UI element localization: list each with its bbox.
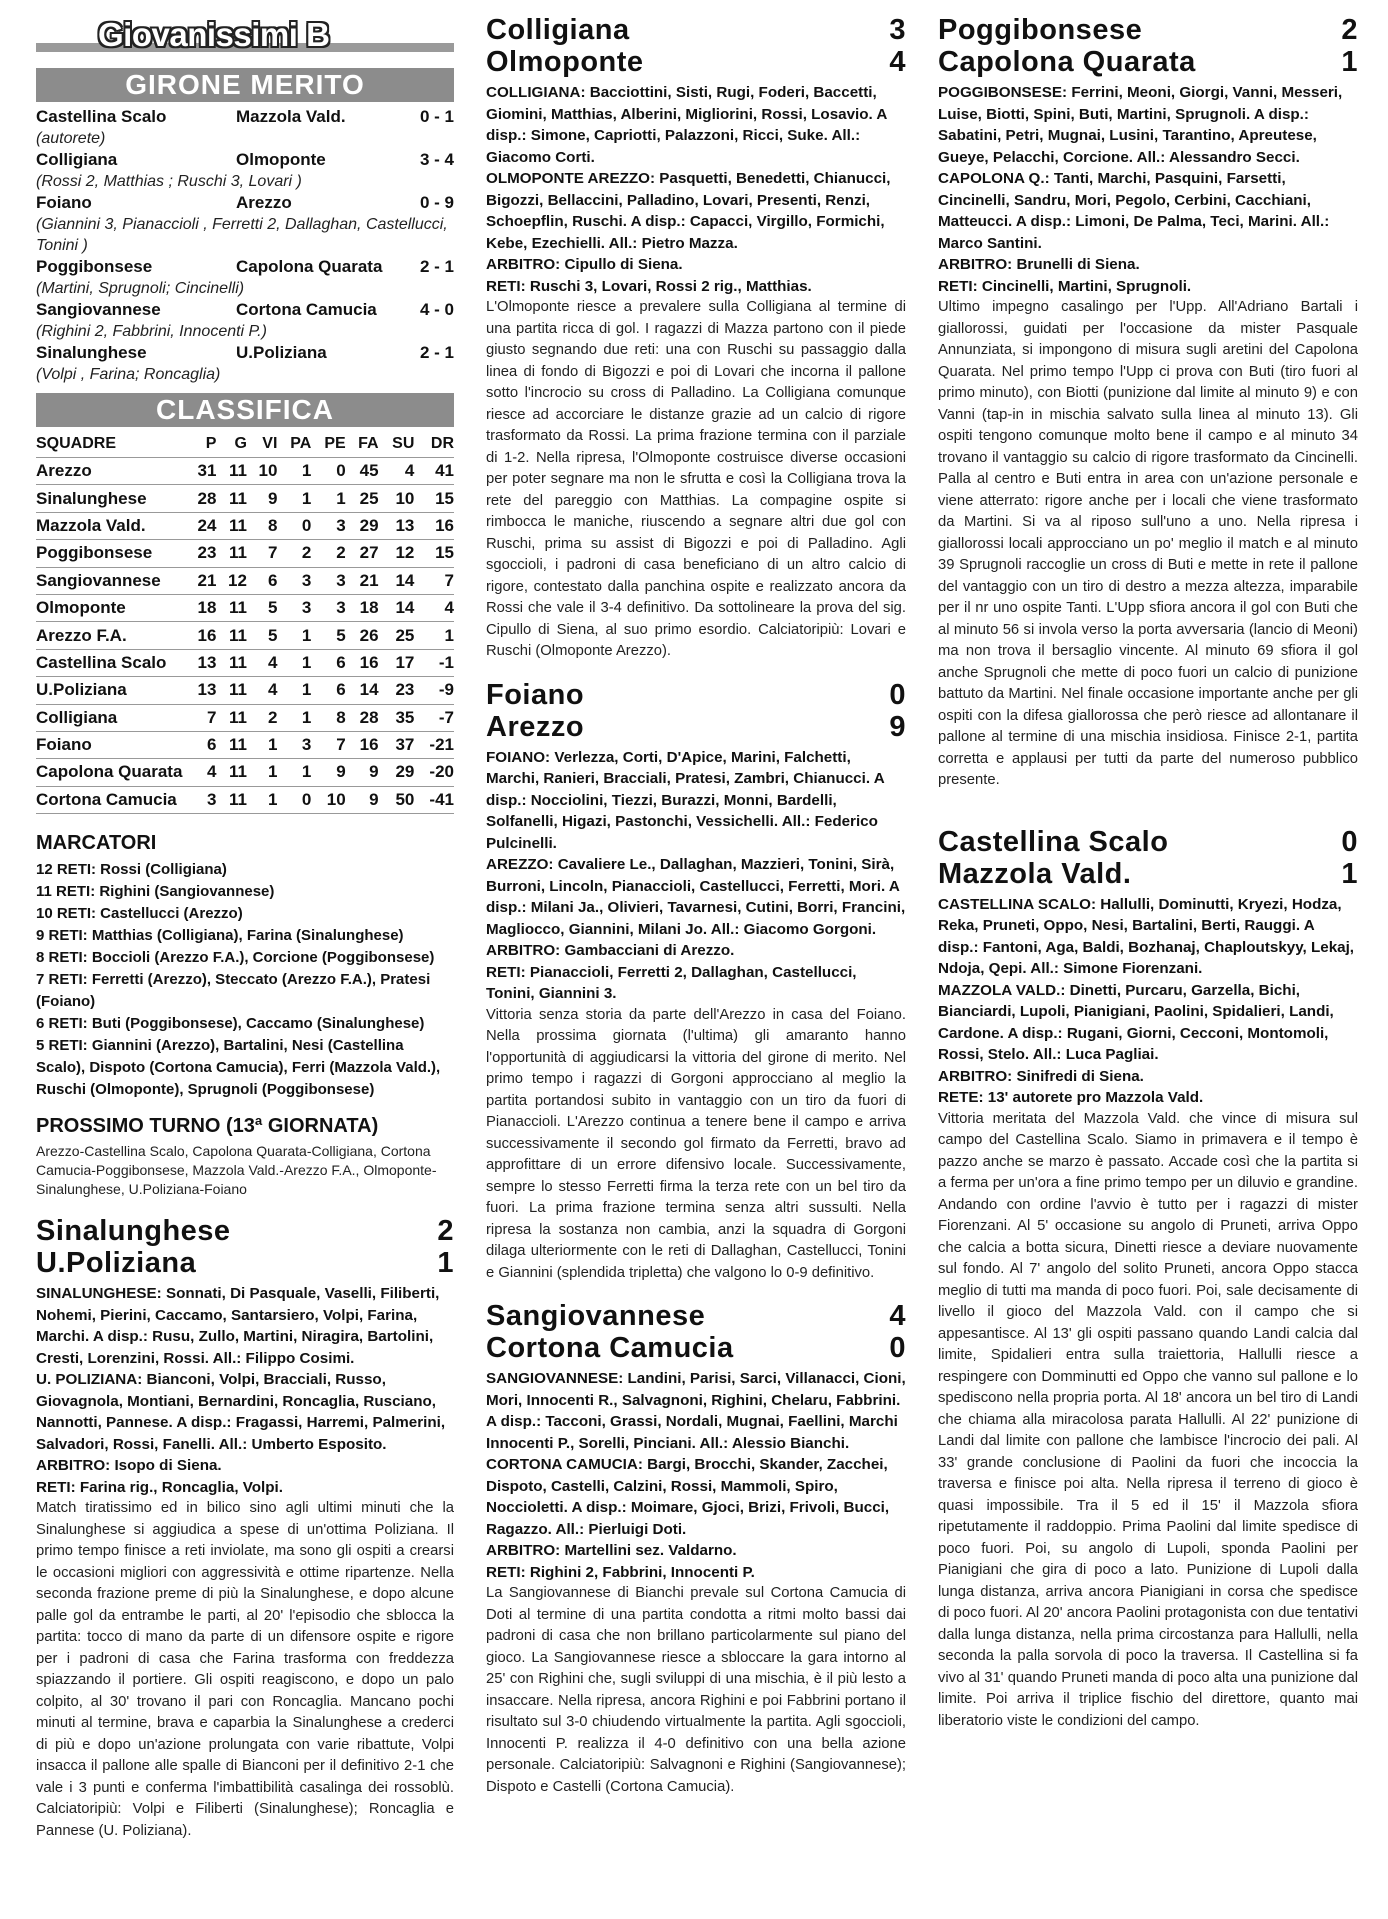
result-home: Sangiovannese: [36, 300, 161, 319]
stat-cell: 18: [346, 594, 379, 621]
table-row: [36, 458, 454, 485]
headline-home-row: [36, 1215, 454, 1247]
scorer-line: 9 RETI: Matthias (Colligiana), Farina (Sinalunghese): [36, 927, 404, 945]
result-score: 3 - 4: [419, 150, 454, 169]
standings-col-header: P: [205, 435, 217, 452]
result-row: [36, 256, 454, 278]
stat-cell: 4: [247, 677, 277, 704]
lineup-text: RETI: Cincinelli, Martini, Sprugnoli.: [938, 277, 1192, 295]
stat-cell: 11: [216, 512, 246, 539]
result-row: [36, 299, 454, 321]
away-team: Capolona Quarata: [938, 46, 1196, 78]
lineup-text: CASTELLINA SCALO: Hallulli, Dominutti, Kryezi, Hodza, Reka, Pruneti, Oppo, Nesi, Bartalini, Berti, Rauggi. A disp.: Fantoni, Aga, Baldi, Bozhanaj, Chaploutskyy, Lekaj, Ndoja, Qepi. All.: Simone Fiorenzani.: [938, 895, 1355, 977]
home-team: Poggibonsese: [938, 14, 1143, 46]
column-middle: [486, 14, 906, 1798]
result-score: 0 - 9: [419, 193, 454, 212]
match-headline: [938, 14, 1358, 78]
stat-cell: 26: [346, 622, 379, 649]
lineup-text: MAZZOLA VALD.: Dinetti, Purcaru, Garzella, Bichi, Bianciardi, Lupoli, Pianigiani, Paolini, Spidalieri, Landi, Cardone. A disp.: Rugani, Giorni, Cecconi, Montomoli, Rossi, Stelo. All.: Luca Pagliai.: [938, 981, 1334, 1063]
stat-cell: 11: [216, 677, 246, 704]
table-row: [36, 731, 454, 758]
stat-cell: 11: [216, 731, 246, 758]
team-name: Olmoponte: [36, 594, 186, 621]
lineup-text: SANGIOVANNESE: Landini, Parisi, Sarci, Villanacci, Cioni, Mori, Innocenti R., Salvagnoni, Righini, Chelaru, Fabbrini. A disp.: Tacconi, Grassi, Nordali, Mugnai, Faellini, Marchi Innocenti P., Sorelli, Pinciani. All.: Alessio Bianchi.: [486, 1370, 906, 1452]
classifica-header: CLASSIFICA: [36, 393, 454, 427]
stat-cell: 12: [379, 540, 415, 567]
headline-home-row: [486, 1300, 906, 1332]
stat-cell: 7: [414, 567, 454, 594]
stat-cell: 3: [277, 567, 311, 594]
team-name: Sinalunghese: [36, 485, 186, 512]
stat-cell: 15: [414, 540, 454, 567]
team-name: Mazzola Vald.: [36, 512, 186, 539]
lineup-text: ARBITRO: Gambacciani di Arezzo.: [486, 942, 735, 959]
result-home: Castellina Scalo: [36, 107, 167, 126]
scorer-line: 7 RETI: Ferretti (Arezzo), Steccato (Arezzo F.A.), Pratesi (Foiano): [36, 971, 431, 1011]
stat-cell: 5: [247, 622, 277, 649]
stat-cell: 41: [414, 458, 454, 485]
stat-cell: 9: [346, 759, 379, 786]
stat-cell: -41: [414, 786, 454, 813]
home-team: Sinalunghese: [36, 1215, 231, 1248]
stat-cell: 45: [346, 458, 379, 485]
result-scorers: (Rossi 2, Matthias ; Ruschi 3, Lovari ): [36, 173, 302, 190]
home-team: Castellina Scalo: [938, 825, 1169, 858]
stat-cell: 11: [216, 540, 246, 567]
away-score: 1: [1341, 46, 1358, 78]
stat-cell: 23: [379, 677, 415, 704]
stat-cell: 4: [414, 594, 454, 621]
team-name: Arezzo F.A.: [36, 622, 186, 649]
headline-home-row: [486, 14, 906, 46]
report-body: La Sangiovannese di Bianchi prevale sul Cortona Camucia di Doti al termine di una partita condotta a ritmi molto bassi dai padroni di casa che non brillano particolarmente sul piano del gioco. La Sangiovannese riesce a sbloccare la gara intorno al 25' con Righini che, sugli sviluppi di una mischia, è il più lesto a insaccare. Nella ripresa, ancora Righini e poi Fabbrini portano il risultato sul 3-0 chiudendo virtualmente la partita. Agli sgoccioli, Innocenti P. realizza il 4-0 definitivo con una bella azione personale. Calciatoripiù: Salvagnoni e Righini (Sangiovannese); Dispoto e Castelli (Cortona Camucia).: [486, 1585, 906, 1795]
match-headline: [486, 679, 906, 743]
stat-cell: 9: [346, 786, 379, 813]
result-home: Sinalunghese: [36, 343, 147, 362]
stat-cell: 37: [379, 731, 415, 758]
home-score: 2: [1341, 14, 1358, 46]
result-score: 2 - 1: [419, 343, 454, 362]
stat-cell: 12: [216, 567, 246, 594]
lineup-text: FOIANO: Verlezza, Corti, D'Apice, Marini, Falchetti, Marchi, Ranieri, Bracciali, Pratesi, Zambri, Chianucci. A disp.: Nocciolini, Tiezzi, Burazzi, Monni, Bardelli, Solfanelli, Higazi, Pastonchi, Vessichelli. All.: Federico Pulcinelli.: [486, 748, 885, 852]
stat-cell: 16: [346, 731, 379, 758]
stat-cell: -1: [414, 649, 454, 676]
stat-cell: 1: [277, 677, 311, 704]
team-name: Capolona Quarata: [36, 759, 186, 786]
headline-away-row: [486, 1332, 906, 1364]
team-name: Colligiana: [36, 704, 186, 731]
away-team: U.Poliziana: [36, 1247, 197, 1280]
stat-cell: 28: [346, 704, 379, 731]
table-row: [36, 759, 454, 786]
team-name: U.Poliziana: [36, 677, 186, 704]
stat-cell: 29: [346, 512, 379, 539]
stat-cell: 11: [216, 759, 246, 786]
stat-cell: 1: [277, 759, 311, 786]
headline-home-row: [938, 826, 1358, 858]
scorer-line: 11 RETI: Righini (Sangiovannese): [36, 883, 275, 901]
stat-cell: 0: [277, 786, 311, 813]
scorer-line: 12 RETI: Rossi (Colligiana): [36, 861, 227, 879]
stat-cell: 4: [247, 649, 277, 676]
stat-cell: 6: [311, 677, 345, 704]
stat-cell: 5: [311, 622, 345, 649]
report-body: Match tiratissimo ed in bilico sino agli ultimi minuti che la Sinalunghese si aggiudica a spese di un'ottima Poliziana. Il primo tempo finisce a reti inviolate, ma sono gli ospiti a crearsi le occasioni migliori con aggressività e ottime ripartenze. Nella seconda frazione preme di più la Sinalunghese, e dopo alcune palle gol da entrambe le parti, al 20' l'episodio che sblocca la partita: tocco di mano da parte di un difensore ospite e rigore per i padroni di casa che Farina trasforma con freddezza spiazzando il portiere. Gli ospiti reagiscono, e dopo un palo colpito, al 30' trovano il pari con Roncaglia. Mancano pochi minuti al termine, brava e caparbia la Sinalunghese a crederci di più e dopo un'azione prolungata con varie ribattute, Volpi insacca il pallone alle spalle di Bianconi per il definitivo 2-1 che vale i 3 punti e conferma l'imbattibilità casalinga dei rossoblù. Calciatoripiù: Volpi e Filiberti (Sinalunghese); Roncaglia e Pannese (U. Poliziana).: [36, 1500, 454, 1839]
team-name: Arezzo: [36, 458, 186, 485]
result-away: Cortona Camucia: [236, 300, 377, 319]
stat-cell: 1: [277, 649, 311, 676]
home-score: 0: [889, 678, 906, 711]
result-row: [36, 106, 454, 128]
result-scorers: (Giannini 3, Pianaccioli , Ferretti 2, Dallaghan, Castellucci, Tonini ): [36, 216, 448, 254]
stat-cell: 10: [247, 458, 277, 485]
table-row: [36, 540, 454, 567]
column-right: [938, 14, 1358, 1732]
match-headline: [486, 14, 906, 78]
match-headline: [938, 826, 1358, 890]
stat-cell: 18: [186, 594, 216, 621]
lineup-text: ARBITRO: Martellini sez. Valdarno.: [486, 1542, 737, 1559]
stat-cell: 21: [186, 567, 216, 594]
masthead-title: Giovanissimi B: [98, 16, 330, 53]
stat-cell: 9: [247, 485, 277, 512]
stat-cell: 1: [247, 759, 277, 786]
lineup-text: RETI: Pianaccioli, Ferretti 2, Dallaghan, Castellucci, Tonini, Giannini 3.: [486, 963, 857, 1002]
scorer-line: 5 RETI: Giannini (Arezzo), Bartalini, Nesi (Castellina Scalo), Dispoto (Cortona Camucia), Ferri (Mazzola Vald.), Ruschi (Olmoponte), Sprugnoli (Poggibonsese): [36, 1037, 441, 1099]
home-score: 4: [889, 1300, 906, 1332]
stat-cell: 21: [346, 567, 379, 594]
stat-cell: 10: [311, 786, 345, 813]
stat-cell: 3: [277, 594, 311, 621]
lineup-text: AREZZO: Cavaliere Le., Dallaghan, Mazzieri, Tonini, Sirà, Burroni, Lincoln, Pianaccioli, Castellucci, Ferretti, Mori. A disp.: Milani Ja., Olivieri, Tavarnesi, Cutini, Borri, Francini, Magliocco, Giannini, Milani Jo. All.: Giacomo Gorgoni.: [486, 856, 906, 938]
match-foiano: [486, 679, 906, 1285]
stat-cell: 7: [247, 540, 277, 567]
home-score: 0: [1341, 825, 1358, 858]
stat-cell: 3: [311, 594, 345, 621]
report-body: Vittoria meritata del Mazzola Vald. che vince di misura sul campo del Castellina Scalo. Siamo in primavera e il tempo è pazzo anche se marzo è passato. Accade così che la partita si a ferma per un'ora a fine primo tempo per un diluvio e grandine. Andando con ordine l'avvio è tutto per i ragazzi di mister Fiorenzani. Al 5' occasione su angolo di Pruneti, arriva Oppo che calcia a botta sicura, Dinetti riesce a deviare nuovamente sul fondo. Al 7' angolo del solito Pruneti, ancora Oppo stacca meglio di tutti ma manda di poco fuori. Poi, sale decisamente di livello il gioco del Mazzola Vald. con il campo che si appesantisce. Al 13' gli ospiti passano quando Landi calcia dal limite, Spidalieri entra sulla traiettoria, Hallulli riesce a respingere con Domminutti ed Oppo che vanno sul pallone e lo spediscono nella propria porta. Al 18' ancora un bel tiro di Landi che chiama alla miracolosa parata Hallulli. Al 22' punizione di Landi dal limite con pallone che lambisce l'incrocio dei pali. Al 33' grande conclusione di Paolini da fuori che incoccia la traversa e finisce poi alta. Nella ripresa il terreno di gioco è quasi impossibile. Tra il 5 ed il 15' il Mazzola sfiora ripetutamente il raddoppio. Prima Paolini dal limite spedisce di poco fuori. Poi, su angolo di Lupoli, sponda Paolini per Pianigiani che gira di poco a lato. Punizione di Lupoli dalla lunga distanza, arriva ancora Pianigiani in corsa che spedisce di poco fuori. Al 20' ancora Paolini protagonista con due tentativi dalla lunga distanza, nella prima circostanza para Hallulli, nella seconda la palla sorvola di poco la traversa. Il Castellina si fa vivo al 31' quando Pruneti manda di poco alta una punizione dal limite. Poi arriva il triplice fischio del direttore, quanto mai liberatorio viste le condizioni del campo.: [938, 1110, 1358, 1729]
result-away: Capolona Quarata: [236, 257, 383, 276]
stat-cell: 4: [186, 759, 216, 786]
stat-cell: 8: [247, 512, 277, 539]
stat-cell: 6: [311, 649, 345, 676]
headline-away-row: [36, 1247, 454, 1279]
away-team: Mazzola Vald.: [938, 857, 1132, 890]
lineup-text: RETI: Righini 2, Fabbrini, Innocenti P.: [486, 1563, 755, 1581]
standings-col-header: G: [234, 435, 247, 452]
stat-cell: 1: [311, 485, 345, 512]
match-colligiana: [486, 14, 906, 663]
result-row: [36, 149, 454, 171]
lineup-text: ARBITRO: Sinifredi di Siena.: [938, 1067, 1144, 1085]
lineup-text: POGGIBONSESE: Ferrini, Meoni, Giorgi, Vanni, Messeri, Luise, Biotti, Spini, Buti, Martini, Sprugnoli. A disp.: Sabatini, Petri, Mugnai, Lusini, Tarantino, Apreutese, Gueye, Pelacchi, Corcione. All.: Alessandro Secci.: [938, 84, 1343, 166]
stat-cell: 13: [379, 512, 415, 539]
stat-cell: 16: [346, 649, 379, 676]
match-poggibonsese: [938, 14, 1358, 792]
report-body: Vittoria senza storia da parte dell'Arezzo in casa del Foiano. Nella prossima giornata (l'ultima) gli amaranto hanno l'opportunità di aggiudicarsi la vittoria del girone di merito. Nel primo tempo i ragazzi di Gorgoni approcciano al meglio la partita portandosi subito in vantaggio con un tiro da fuori di Pianaccioli. L'Arezzo continua a tenere bene il campo e arriva successivamente il secondo gol firmato da Ferretti, bravo ad approfittare di un errore difensivo locale. Successivamente, sempre lo stesso Ferretti firma la terza rete con un bel tiro da fuori. La prima frazione termina senza altri sussulti. Nella ripresa la sostanza non cambia, anzi la squadra di Gorgoni dilaga ulteriormente con le reti di Dallaghan, Castellucci, Tonini e Giannini (splendida tripletta) che valgono lo 0-9 definitivo.: [486, 1006, 906, 1281]
stat-cell: 2: [277, 540, 311, 567]
column-left: [36, 14, 454, 1842]
stat-cell: 11: [216, 458, 246, 485]
stat-cell: 25: [346, 485, 379, 512]
headline-home-row: [486, 679, 906, 711]
away-score: 1: [1341, 857, 1358, 890]
report-body: L'Olmoponte riesce a prevalere sulla Colligiana al termine di una partita ricca di gol. I ragazzi di Mazza partono con il piede giusto segnando due reti: una con Ruschi su passaggio dalla linea di fondo di Bigozzi e poi di Lovari che incorna il pallone sotto l'incrocio su cross di Palladino. La Colligiana comunque riesce ad accorciare le distanze grazie ad un calcio di rigore trasformato da Rossi. La prima frazione termina con il parziale di 1-2. Nella ripresa, l'Olmoponte costruisce diverse occasioni per poter segnare ma non le sfrutta e così la Colligiana trova la rete del pareggio con Matthias. La compagine ospite si rimbocca le maniche, riuscendo a segnare altri due gol con Ruschi, prima su assist di Bigozzi e poi di Palladino. Agli sgoccioli, i padroni di casa beneficiano di un altro calcio di rigore, contestato dalla panchina ospite e realizzato ancora da Rossi che vale il 3-4 definitivo. Da sottolineare la prova del sig. Cipullo di Siena, al suo primo esordio. Calciatoripiù: Lovari e Ruschi (Olmoponte Arezzo).: [486, 299, 906, 659]
scorers-list: [36, 859, 454, 1101]
away-team: Olmoponte: [486, 46, 644, 78]
stat-cell: 14: [346, 677, 379, 704]
stat-cell: 3: [277, 731, 311, 758]
stat-cell: 1: [277, 485, 311, 512]
result-away: U.Poliziana: [236, 343, 327, 362]
stat-cell: 7: [186, 704, 216, 731]
girone-header: GIRONE MERITO: [36, 68, 454, 102]
stat-cell: 0: [277, 512, 311, 539]
result-away: Arezzo: [236, 193, 292, 212]
stat-cell: 9: [311, 759, 345, 786]
headline-away-row: [486, 711, 906, 743]
result-home: Foiano: [36, 193, 92, 212]
stat-cell: 4: [379, 458, 415, 485]
table-row: [36, 567, 454, 594]
stat-cell: 1: [277, 622, 311, 649]
result-score: 0 - 1: [419, 107, 454, 126]
result-scorers: (autorete): [36, 130, 106, 147]
scorer-line: 10 RETI: Castellucci (Arezzo): [36, 905, 243, 923]
away-score: 0: [889, 1332, 906, 1364]
headline-home-row: [938, 14, 1358, 46]
match-headline: [36, 1215, 454, 1279]
stat-cell: 3: [186, 786, 216, 813]
away-team: Cortona Camucia: [486, 1332, 734, 1364]
away-score: 1: [437, 1247, 454, 1280]
stat-cell: 1: [414, 622, 454, 649]
stat-cell: 24: [186, 512, 216, 539]
result-score: 4 - 0: [419, 300, 454, 319]
standings-table: [36, 431, 454, 814]
away-team: Arezzo: [486, 710, 585, 743]
stat-cell: 35: [379, 704, 415, 731]
team-name: Foiano: [36, 731, 186, 758]
lineup-text: RETI: Ruschi 3, Lovari, Rossi 2 rig., Matthias.: [486, 277, 812, 295]
table-row: [36, 677, 454, 704]
table-row: [36, 786, 454, 813]
stat-cell: 31: [186, 458, 216, 485]
lineup-text: U. POLIZIANA: Bianconi, Volpi, Bracciali, Russo, Giovagnola, Montiani, Bernardini, Roncaglia, Rusciano, Nannotti, Pannese. A disp.: Fragassi, Harremi, Palmerini, Salvadori, Rossi, Fanelli. All.: Umberto Esposito.: [36, 1371, 446, 1453]
home-team: Foiano: [486, 678, 585, 711]
stat-cell: 8: [311, 704, 345, 731]
stat-cell: 29: [379, 759, 415, 786]
lineup-text: CORTONA CAMUCIA: Bargi, Brocchi, Skander, Zacchei, Dispoto, Castelli, Calzini, Rossi, Mammoli, Spiro, Noccioletti. A disp.: Moimare, Gjoci, Brizi, Frivoli, Bucci, Ragazzo. All.: Pierluigi Doti.: [486, 1456, 890, 1538]
table-row: [36, 649, 454, 676]
lineup-text: COLLIGIANA: Bacciottini, Sisti, Rugi, Foderi, Baccetti, Giomini, Matthias, Alberini, Migliorini, Rossi, Losavio. A disp.: Simone, Capriotti, Palazzoni, Ricci, Suke. All.: Giacomo Corti.: [486, 84, 887, 166]
match-sangiovannese: [486, 1300, 906, 1798]
stat-cell: 23: [186, 540, 216, 567]
stat-cell: 6: [247, 567, 277, 594]
stat-cell: 13: [186, 677, 216, 704]
stat-cell: -7: [414, 704, 454, 731]
home-team: Sangiovannese: [486, 1300, 706, 1332]
stat-cell: 14: [379, 594, 415, 621]
headline-away-row: [938, 858, 1358, 890]
stat-cell: 11: [216, 485, 246, 512]
stat-cell: 3: [311, 512, 345, 539]
result-scorers: (Righini 2, Fabbrini, Innocenti P.): [36, 323, 267, 340]
stat-cell: 16: [186, 622, 216, 649]
stat-cell: 27: [346, 540, 379, 567]
match-sinalunghese: [36, 1215, 454, 1842]
stat-cell: -20: [414, 759, 454, 786]
result-away: Olmoponte: [236, 150, 326, 169]
stat-cell: -9: [414, 677, 454, 704]
stat-cell: 1: [277, 458, 311, 485]
standings-col-header: DR: [430, 435, 454, 452]
standings-col-header: PE: [324, 435, 346, 452]
stat-cell: 1: [247, 731, 277, 758]
stat-cell: 1: [277, 704, 311, 731]
team-name: Castellina Scalo: [36, 649, 186, 676]
results-list: [36, 106, 454, 385]
stat-cell: 2: [247, 704, 277, 731]
stat-cell: 11: [216, 649, 246, 676]
scorer-line: 6 RETI: Buti (Poggibonsese), Caccamo (Sinalunghese): [36, 1015, 425, 1033]
result-scorers: (Volpi , Farina; Roncaglia): [36, 366, 221, 383]
stat-cell: 5: [247, 594, 277, 621]
masthead: [36, 14, 454, 60]
stat-cell: 14: [379, 567, 415, 594]
headline-away-row: [938, 46, 1358, 78]
scorer-line: 8 RETI: Boccioli (Arezzo F.A.), Corcione (Poggibonsese): [36, 949, 435, 967]
result-row: [36, 192, 454, 214]
result-home: Colligiana: [36, 150, 118, 169]
lineup-text: ARBITRO: Isopo di Siena.: [36, 1457, 222, 1475]
match-castellina: [938, 826, 1358, 1733]
marcatori-header: MARCATORI: [36, 832, 157, 855]
stat-cell: 13: [186, 649, 216, 676]
result-scorers: (Martini, Sprugnoli; Cincinelli): [36, 280, 245, 297]
stat-cell: 7: [311, 731, 345, 758]
prossimo-text: Arezzo-Castellina Scalo, Capolona Quarata-Colligiana, Cortona Camucia-Poggibonsese, Mazzola Vald.-Arezzo F.A., Olmoponte-Sinalunghese, U.Poliziana-Foiano: [36, 1143, 437, 1198]
stat-cell: 6: [186, 731, 216, 758]
lineup-text: CAPOLONA Q.: Tanti, Marchi, Pasquini, Farsetti, Cincinelli, Sandru, Mori, Pegolo, Cerbini, Cacchiani, Matteucci. A disp.: Limoni, De Palma, Teci, Marini. All.: Marco Santini.: [938, 170, 1330, 252]
away-score: 4: [889, 46, 906, 78]
lineup-text: OLMOPONTE AREZZO: Pasquetti, Benedetti, Chianucci, Bigozzi, Bellaccini, Palladino, Lovari, Presenti, Renzi, Schoepflin, Ruschi. A disp.: Capacci, Virgillo, Formichi, Kebe, Ezechielli. All.: Pietro Mazza.: [486, 170, 891, 252]
stat-cell: 3: [311, 567, 345, 594]
lineup-text: ARBITRO: Brunelli di Siena.: [938, 256, 1140, 273]
stat-cell: 11: [216, 622, 246, 649]
table-row: [36, 512, 454, 539]
stat-cell: 50: [379, 786, 415, 813]
lineup-text: RETI: Farina rig., Roncaglia, Volpi.: [36, 1478, 283, 1496]
result-row: [36, 342, 454, 364]
table-row: [36, 704, 454, 731]
stat-cell: 2: [311, 540, 345, 567]
match-headline: [486, 1300, 906, 1364]
home-team: Colligiana: [486, 14, 630, 46]
lineup-text: RETE: 13' autorete pro Mazzola Vald.: [938, 1089, 1204, 1106]
table-row: [36, 622, 454, 649]
stat-cell: 11: [216, 704, 246, 731]
stat-cell: 11: [216, 786, 246, 813]
team-name: Cortona Camucia: [36, 786, 186, 813]
report-body: Ultimo impegno casalingo per l'Upp. All'Adriano Bartali i giallorossi, guidati per l'occasione da mister Pasquale Annunziata, si impongono di misura sugli aretini del Capolona Quarata. Nel primo tempo l'Upp ci prova con Buti (tiro fuori al primo minuto), con Biotti (punizione dal limite al minuto 9) e con Vanni (tap-in in mischia salvato sulla linea al minuto 13). Gli ospiti tengono comunque molto bene il campo e al minuto 34 trovano il vantaggio su calcio di rigore trasformato da Cincinelli. Palla al centro e Buti entra in area con un'azione personale e viene atterrato: rigore anche per i locali che viene trasformato da Martini. Si va al riposo sull'uno a uno. Nella ripresa i giallorossi locali approcciano un po' meglio il match e al minuto 39 Sprugnoli raccoglie un cross di Buti e mette in rete il pallone del vantaggio con un tiro di destro a mezza altezza, imparabile per il nr uno ospite Tanti. L'Upp sfiora ancora il gol con Buti che al minuto 56 si invola verso la porta avversaria (lancio di Meoni) ma non trova il bersaglio vincente. Al minuto 69 sfiora il gol anche Sprugnoli che mette di poco fuori un calcio di punizione battuto da Martini. Nel finale occasione importante anche per gli ospiti con la difesa giallorossa che però riesce ad allontanare il pallone al termine di una mischia insidiosa. Finisce 2-1, partita corretta e applausi per tutti da parte del numeroso pubblico presente.: [938, 299, 1358, 788]
stat-cell: 11: [216, 594, 246, 621]
stat-cell: 25: [379, 622, 415, 649]
stat-cell: 0: [311, 458, 345, 485]
standings-col-header: FA: [358, 435, 379, 452]
table-row: [36, 594, 454, 621]
stat-cell: 15: [414, 485, 454, 512]
stat-cell: 1: [247, 786, 277, 813]
team-name: Sangiovannese: [36, 567, 186, 594]
home-score: 3: [889, 14, 906, 46]
home-score: 2: [437, 1215, 454, 1248]
team-name: Poggibonsese: [36, 540, 186, 567]
table-row: [36, 485, 454, 512]
prossimo-header: PROSSIMO TURNO (13ª GIORNATA): [36, 1115, 379, 1138]
standings-col-header: SQUADRE: [36, 435, 117, 452]
lineup-text: ARBITRO: Cipullo di Siena.: [486, 256, 683, 273]
standings-col-header: VI: [262, 435, 278, 452]
result-home: Poggibonsese: [36, 257, 153, 276]
result-score: 2 - 1: [419, 257, 454, 276]
stat-cell: 17: [379, 649, 415, 676]
result-away: Mazzola Vald.: [236, 107, 346, 126]
lineup-text: SINALUNGHESE: Sonnati, Di Pasquale, Vaselli, Filiberti, Nohemi, Pierini, Caccamo, Santarsiero, Volpi, Farina, Marchi. A disp.: Rusu, Zullo, Martini, Niragira, Bartolini, Cresti, Lorenzini, Rossi. All.: Filippo Cosimi.: [36, 1285, 440, 1367]
standings-col-header: PA: [290, 435, 312, 452]
headline-away-row: [486, 46, 906, 78]
stat-cell: -21: [414, 731, 454, 758]
standings-col-header: SU: [392, 435, 415, 452]
stat-cell: 10: [379, 485, 415, 512]
away-score: 9: [889, 710, 906, 743]
stat-cell: 28: [186, 485, 216, 512]
standings-header-row: [36, 431, 454, 458]
stat-cell: 16: [414, 512, 454, 539]
